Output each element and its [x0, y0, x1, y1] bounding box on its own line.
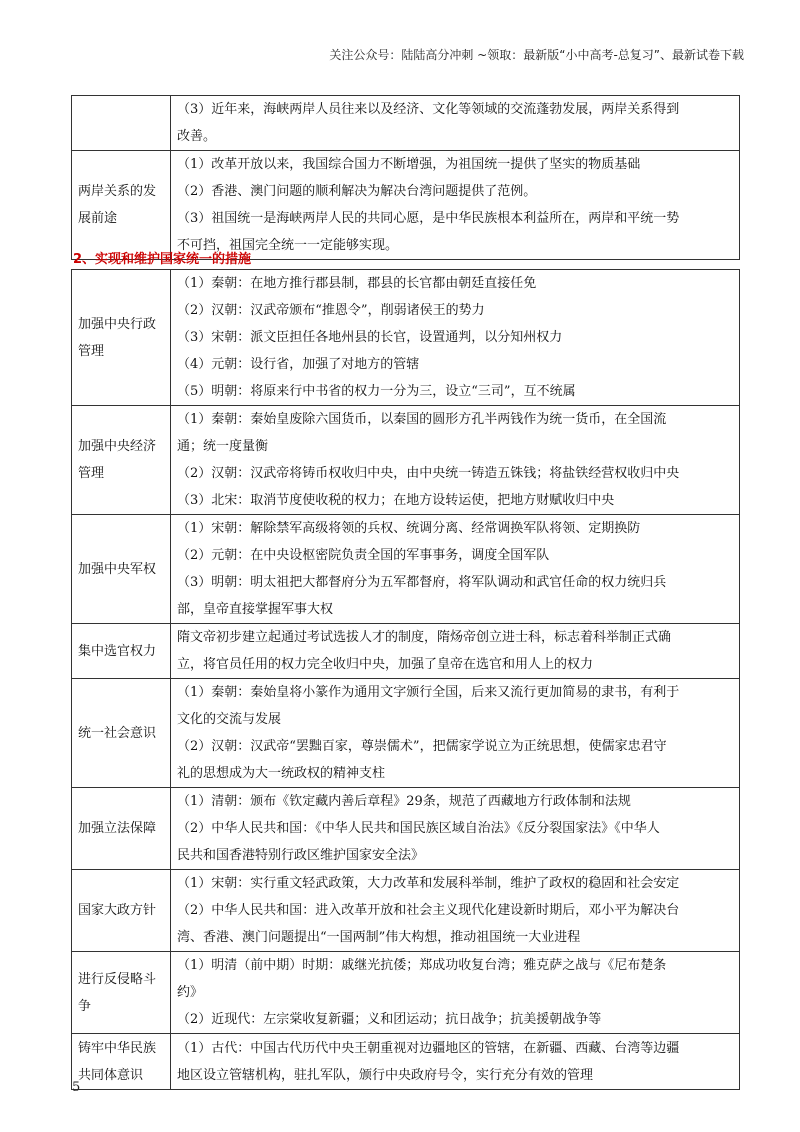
- row-content: [171, 270, 740, 406]
- content-line: （5）明朝：将原来行中书省的权力一分为三，设立“三司”，互不统属: [177, 384, 576, 399]
- content-line: （1）秦朝：秦始皇将小篆作为通用文字颁行全国，后来又流行更加简易的隶书，有利于: [177, 685, 680, 700]
- content-line: （1）秦朝：秦始皇废除六国货币，以秦国的圆形方孔半两钱作为统一货币，在全国流: [177, 412, 667, 427]
- table-row: [72, 1034, 740, 1090]
- content-line: 改善。: [177, 129, 217, 144]
- table-row: [72, 788, 740, 870]
- row-content: [171, 406, 740, 515]
- content-line: （2）汉朝：汉武帝将铸币权收归中央，由中央统一铸造五铢钱；将盐铁经营权收归中央: [177, 466, 680, 481]
- content-line: （1）明清（前中期）时期：戚继光抗倭；郑成功收复台湾；雅克萨之战与《尼布楚条: [177, 958, 667, 973]
- row-label: 加强中央行政管理: [72, 270, 171, 406]
- content-line: （1）宋朝：实行重文轻武政策，大力改革和发展科举制，维护了政权的稳固和社会安定: [177, 876, 680, 891]
- content-line: （3）宋朝：派文臣担任各地州县的长官，设置通判，以分知州权力: [177, 330, 563, 345]
- row-label: 统一社会意识: [72, 679, 171, 788]
- table-row: [72, 406, 740, 515]
- measures-table: [71, 269, 740, 1090]
- row-content: [171, 952, 740, 1034]
- content-line: （3）近年来，海峡两岸人员往来以及经济、文化等领域的交流蓬勃发展，两岸关系得到: [177, 102, 680, 117]
- table-row: [72, 270, 740, 406]
- row-label: [72, 96, 171, 151]
- continuation-table: [71, 95, 740, 260]
- content-line: （2）中华人民共和国：《中华人民共和国民族区域自治法》《反分裂国家法》《中华人: [177, 821, 660, 836]
- content-line: （2）香港、澳门问题的顺利解决为解决台湾问题提供了范例。: [177, 184, 537, 199]
- content-line: 地区设立管辖机构，驻扎军队，颁行中央政府号令，实行充分有效的管理: [177, 1067, 594, 1083]
- content-line: （1）清朝：颁布《钦定藏内善后章程》29条，规范了西藏地方行政体制和法规: [177, 794, 631, 809]
- content-line: （3）明朝：明太祖把大都督府分为五军都督府，将军队调动和武官任命的权力统归兵: [177, 575, 667, 590]
- table-row: [72, 952, 740, 1034]
- content-line: 部，皇帝直接掌握军事大权: [177, 602, 334, 617]
- content-line: 不可挡，祖国完全统一一定能够实现。: [177, 238, 399, 253]
- content-line: （3）北宋：取消节度使收税的权力；在地方设转运使，把地方财赋收归中央: [177, 493, 615, 508]
- row-label: 加强中央经济管理: [72, 406, 171, 515]
- table-row: [72, 679, 740, 788]
- row-content: [171, 679, 740, 788]
- content-line: 民共和国香港特别行政区维护国家安全法》: [177, 848, 425, 863]
- row-label: 集中选官权力: [72, 624, 171, 679]
- row-content: [171, 788, 740, 870]
- content-line: （2）中华人民共和国：进入改革开放和社会主义现代化建设新时期后，邓小平为解决台: [177, 903, 680, 918]
- content-line: 湾、香港、澳门问题提出“一国两制”伟大构想，推动祖国统一大业进程: [177, 930, 581, 945]
- content-line: （2）汉朝：汉武帝颁布“推恩令”，削弱诸侯王的势力: [177, 303, 485, 318]
- content-line: （2）元朝：在中央设枢密院负责全国的军事事务，调度全国军队: [177, 548, 550, 563]
- content-line: 礼的思想成为大一统政权的精神支柱: [177, 766, 386, 781]
- row-content: [171, 624, 740, 679]
- row-label: 国家大政方针: [72, 870, 171, 952]
- content-line: 立，将官员任用的权力完全收归中央，加强了皇帝在选官和用人上的权力: [177, 657, 594, 672]
- content-line: 隋文帝初步建立起通过考试选拔人才的制度，隋炀帝创立进士科，标志着科举制正式确: [177, 630, 672, 645]
- content-line: （4）元朝：设行省，加强了对地方的管辖: [177, 357, 420, 372]
- content-line: 文化的交流与发展: [177, 712, 282, 727]
- content-line: （3）祖国统一是海峡两岸人民的共同心愿，是中华民族根本利益所在，两岸和平统一势: [177, 211, 680, 226]
- row-label: 铸牢中华民族共同体意识: [72, 1034, 171, 1090]
- table-row: [72, 515, 740, 624]
- page-number: 5: [72, 1080, 81, 1095]
- row-label: 进行反侵略斗争: [72, 952, 171, 1034]
- row-content: [171, 151, 740, 260]
- content-line: 通；统一度量衡: [177, 439, 269, 454]
- table-row: [72, 151, 740, 260]
- row-label: 加强立法保障: [72, 788, 171, 870]
- content-line: （1）改革开放以来，我国综合国力不断增强，为祖国统一提供了坚实的物质基础: [177, 157, 641, 172]
- content-line: （1）古代：中国古代历代中央王朝重视对边疆地区的管辖，在新疆、西藏、台湾等边疆: [177, 1040, 680, 1056]
- table-row: [72, 96, 740, 151]
- table-row: [72, 624, 740, 679]
- row-label: 两岸关系的发展前途: [72, 151, 171, 260]
- content-line: 约》: [177, 985, 204, 1000]
- content-line: （2）近现代：左宗棠收复新疆；义和团运动；抗日战争；抗美援朝战争等: [177, 1012, 602, 1027]
- row-content: [171, 1034, 740, 1090]
- page-header: 关注公众号：陆陆高分冲刺 ~领取：最新版“小中高考-总复习”、最新试卷下载: [329, 48, 744, 62]
- row-content: [171, 870, 740, 952]
- table-row: [72, 870, 740, 952]
- section-heading: 2、实现和维护国家统一的措施: [73, 252, 252, 267]
- content-line: （1）秦朝：在地方推行郡县制，郡县的长官都由朝廷直接任免: [177, 276, 537, 291]
- content-line: （1）宋朝：解除禁军高级将领的兵权、统调分离、经常调换军队将领、定期换防: [177, 521, 641, 536]
- row-content: [171, 96, 740, 151]
- row-label: 加强中央军权: [72, 515, 171, 624]
- row-content: [171, 515, 740, 624]
- content-line: （2）汉朝：汉武帝“罢黜百家，尊崇儒术”，把儒家学说立为正统思想，使儒家忠君守: [177, 739, 667, 754]
